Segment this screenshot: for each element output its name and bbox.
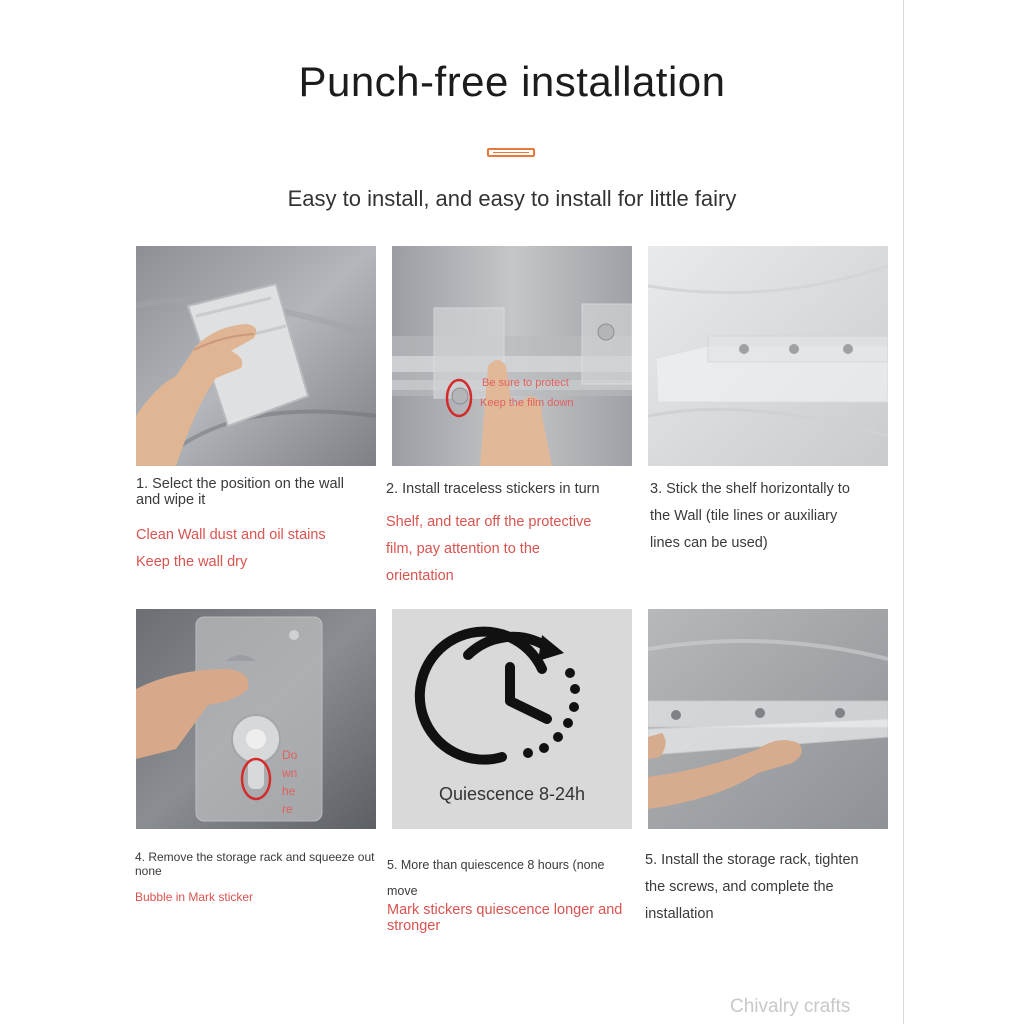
step-1-note-1: Clean Wall dust and oil stains [136, 527, 326, 543]
wipe-wall-illustration [136, 246, 376, 466]
orange-shelf-divider-icon [487, 148, 535, 157]
step-5-note-1: Mark stickers quiescence longer and stronger [387, 902, 623, 934]
step-4-text [135, 850, 380, 904]
step-5-line-1: move [387, 884, 418, 898]
install-rack-illustration [648, 609, 888, 829]
step-3-photo [648, 246, 888, 466]
step-1-heading: 1. Select the position on the wall and wipe it [136, 476, 344, 508]
page-title: Punch-free installation [298, 58, 726, 105]
photo-label-down-1: Do [282, 748, 298, 762]
step-2-text [386, 476, 636, 590]
step-1-photo [136, 246, 376, 466]
step-4-note-1: Bubble in Mark sticker [135, 890, 254, 904]
step-6-photo [648, 609, 888, 829]
install-sticker-illustration [392, 246, 632, 466]
page-edge-rule [903, 0, 904, 1024]
step-3-line-1: the Wall (tile lines or auxiliary [650, 508, 838, 524]
page-subtitle: Easy to install, and easy to install for little fairy [287, 186, 737, 211]
step-5-text [387, 852, 627, 934]
step-2-heading: 2. Install traceless stickers in turn [386, 481, 600, 497]
step-1-note-2: Keep the wall dry [136, 554, 248, 570]
press-sticker-illustration [136, 609, 376, 829]
step-4-photo [136, 609, 376, 829]
photo-label-down-2: wn [282, 766, 298, 780]
step-6-text [645, 847, 895, 928]
step-3-line-2: lines can be used) [650, 535, 768, 551]
step-6-line-1: the screws, and complete the [645, 879, 834, 895]
photo-label-protect: Be sure to protect [482, 377, 569, 389]
photo-label-down-4: re [282, 802, 293, 816]
photo-label-down-3: he [282, 784, 296, 798]
step-2-note-2: film, pay attention to the [386, 541, 540, 557]
step-3-text [650, 476, 890, 557]
watermark: Chivalry crafts [730, 996, 851, 1017]
step-6-heading: 5. Install the storage rack, tighten [645, 852, 859, 868]
step-1-text [136, 476, 366, 576]
step-6-line-2: installation [645, 906, 714, 922]
step-5-heading: 5. More than quiescence 8 hours (none [387, 858, 605, 872]
step-2-photo [392, 246, 632, 466]
sticker-icon [196, 617, 322, 821]
step-3-heading: 3. Stick the shelf horizontally to [650, 481, 850, 497]
step-4-heading: 4. Remove the storage rack and squeeze out none [135, 850, 375, 878]
shelf-on-wall-illustration [648, 246, 888, 466]
photo-label-film: Keep the film down [480, 397, 574, 409]
quiescence-caption: Quiescence 8-24h [438, 784, 586, 804]
step-2-note-3: orientation [386, 568, 454, 584]
step-2-note-1: Shelf, and tear off the protective [386, 514, 592, 530]
